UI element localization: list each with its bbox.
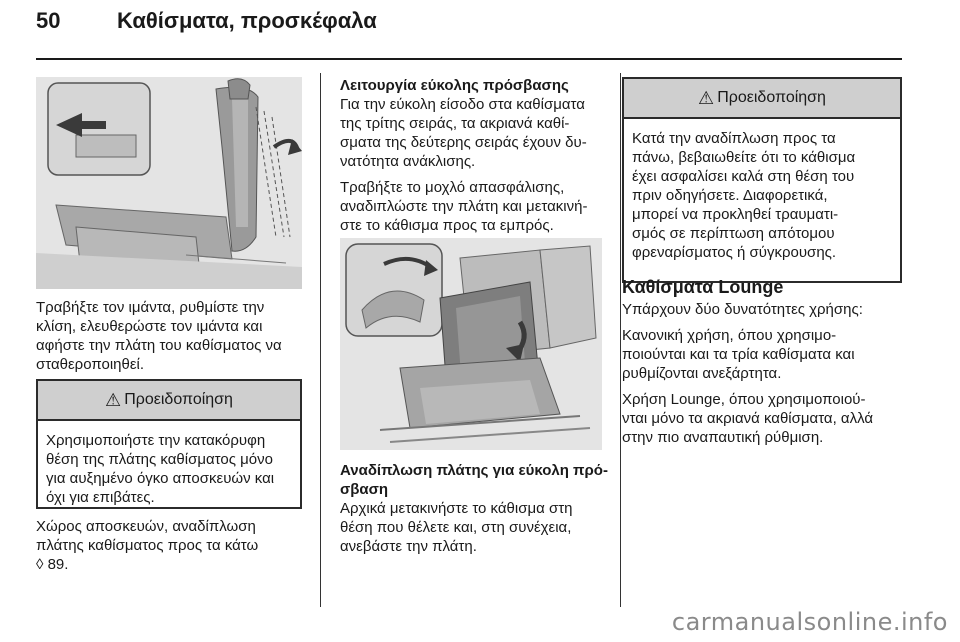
text-line: πριν οδηγήσετε. Διαφορετικά, (632, 187, 828, 204)
text-line: Αρχικά μετακινήστε το κάθισμα στη (340, 500, 573, 517)
text-line: όχι για επιβάτες. (46, 489, 155, 506)
warning-icon: ⚠ (105, 389, 122, 410)
luggage-reference (36, 517, 316, 574)
section-heading: σβαση (340, 481, 389, 498)
text-line: πλάτης καθίσματος προς τα κάτω (36, 537, 259, 554)
paragraph (622, 390, 912, 447)
column-divider-right (620, 73, 621, 607)
text-line: Χρησιμοποιήστε την κατακόρυφη (46, 432, 266, 449)
text-line: για αυξημένο όγκο αποσκευών και (46, 470, 275, 487)
text-line: αφήστε την πλάτη του καθίσματος να (36, 337, 282, 354)
text-line: στην πιο αναπαυτική ρύθμιση. (622, 429, 824, 446)
text-line: θέση που θέλετε και, στη συνέχεια, (340, 519, 572, 536)
warning-header (38, 381, 300, 421)
text-line: Για την εύκολη είσοδο στα καθίσματα (340, 96, 585, 113)
warning-header (624, 79, 900, 119)
text-line: σματα της δεύτερης σειράς έχουν δυ- (340, 134, 587, 151)
paragraph (340, 178, 612, 235)
text-line: Τραβήξτε τον ιμάντα, ρυθμίστε την (36, 299, 265, 316)
reference-icon: ◊ (36, 556, 44, 573)
paragraph (340, 95, 612, 171)
page-title: Καθίσματα, προσκέφαλα (117, 8, 377, 33)
column-divider-left (320, 73, 321, 607)
reference-page: 89. (47, 556, 69, 573)
text-line: στε το κάθισμα προς τα εμπρός. (340, 217, 554, 234)
paragraph (622, 326, 912, 383)
easy-entry-section (340, 76, 612, 242)
text-line: Χρήση Lounge, όπου χρησιμοποιού- (622, 391, 866, 408)
page-reference[interactable] (36, 555, 316, 574)
warning-title: Προειδοποίηση (124, 391, 233, 408)
fold-backrest-section (340, 461, 612, 556)
text-line: κλίση, ελευθερώστε τον ιμάντα και (36, 318, 263, 335)
recline-instructions (36, 298, 316, 374)
text-line: της τρίτης σειράς, τα ακριανά καθί- (340, 115, 570, 132)
text-line: ρυθμίζονται ανεξάρτητα. (622, 365, 782, 382)
lounge-heading: Καθίσματα Lounge (622, 277, 784, 297)
seat-recline-illustration (36, 77, 302, 289)
warning-box-lock (622, 77, 902, 283)
text-line: φρεναρίσματος ή σύγκρουσης. (632, 244, 837, 261)
page-number: 50 (36, 8, 61, 33)
text-line: Τραβήξτε το μοχλό απασφάλισης, (340, 179, 565, 196)
text-line: ανεβάστε την πλάτη. (340, 538, 477, 555)
paragraph (622, 300, 912, 319)
text-line: θέση της πλάτης καθίσματος μόνο (46, 451, 273, 468)
seat-fold-illustration (340, 238, 602, 450)
text-line: Κατά την αναδίπλωση προς τα (632, 130, 836, 147)
text-line: σμός σε περίπτωση απότομου (632, 225, 835, 242)
warning-body (624, 119, 900, 262)
lounge-seats-section (622, 276, 912, 454)
section-heading: Αναδίπλωση πλάτης για εύκολη πρό- (340, 462, 608, 479)
text-line: αναδιπλώστε την πλάτη και μετακινή- (340, 198, 588, 215)
text-line: πάνω, βεβαιωθείτε ότι το κάθισμα (632, 149, 856, 166)
warning-box-upright (36, 379, 302, 509)
text-line: ποιούνται και τα τρία καθίσματα και (622, 346, 855, 363)
text-line: Χώρος αποσκευών, αναδίπλωση (36, 518, 256, 535)
section-heading: Λειτουργία εύκολης πρόσβασης (340, 77, 569, 94)
warning-body (38, 421, 300, 507)
header-divider (36, 58, 902, 60)
text-line: νατότητα ανάκλισης. (340, 153, 476, 170)
warning-icon: ⚠ (698, 87, 715, 108)
text-line: μπορεί να προκληθεί τραυματι- (632, 206, 839, 223)
text-line: έχει ασφαλίσει καλά στη θέση του (632, 168, 855, 185)
watermark: carmanualsonline.info (671, 608, 948, 636)
text-line: Κανονική χρήση, όπου χρησιμο- (622, 327, 837, 344)
text-line: σταθεροποιηθεί. (36, 356, 145, 373)
text-line: Υπάρχουν δύο δυνατότητες χρήσης: (622, 301, 863, 318)
text-line: νται μόνο τα ακριανά καθίσματα, αλλά (622, 410, 874, 427)
warning-title: Προειδοποίηση (717, 89, 826, 106)
